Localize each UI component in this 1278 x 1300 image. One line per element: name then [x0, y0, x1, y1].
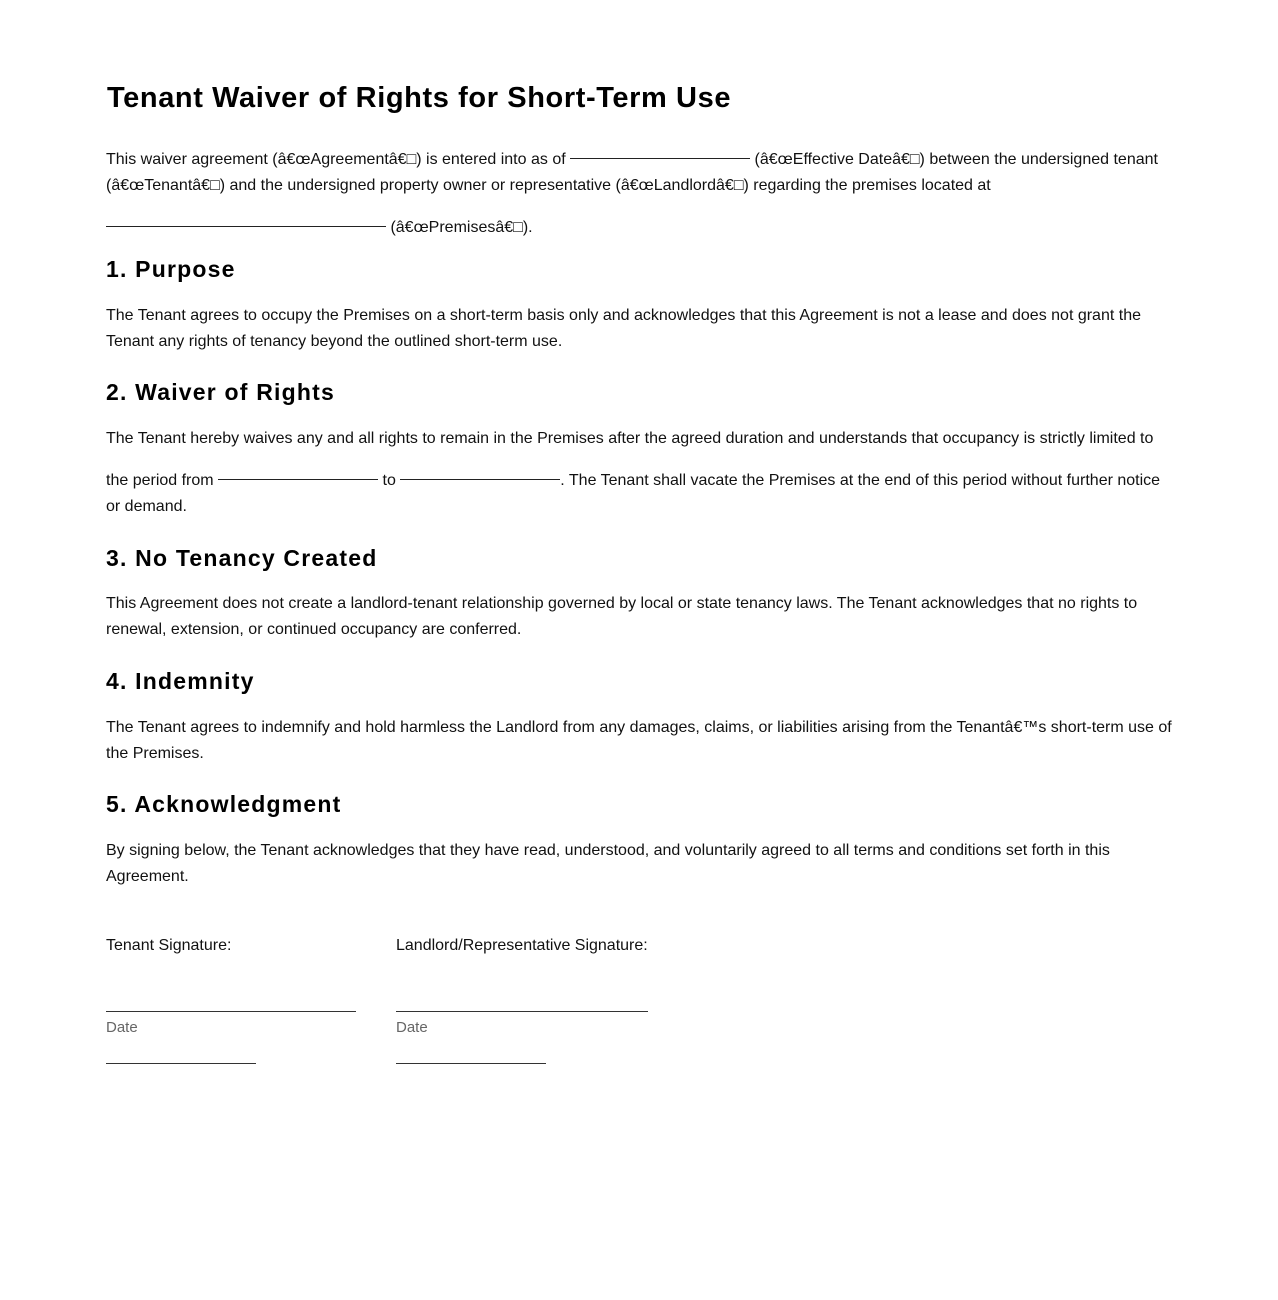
period-to-text: to — [378, 472, 401, 489]
period-start-blank[interactable] — [218, 479, 378, 480]
intro-text-1: This waiver agreement (â€œAgreementâ€□) is entered into as of — [106, 151, 571, 168]
effective-date-blank[interactable] — [570, 158, 750, 159]
section-body-waiver-1: The Tenant hereby waives any and all rights to remain in the Premises after the agreed duration and understands that occupancy is strictly limited to — [106, 430, 1154, 447]
section-heading-purpose: 1. Purpose — [106, 256, 236, 282]
section-body-indemnity: The Tenant agrees to indemnify and hold harmless the Landlord from any damages, claims, or liabilities arising from the Tenantâ€™s short-term use of the Premises. — [106, 719, 1172, 762]
intro-paragraph-cont — [106, 215, 1178, 241]
intro-paragraph — [106, 147, 1178, 199]
section-heading-no-tenancy: 3. No Tenancy Created — [106, 545, 378, 571]
section-heading-waiver: 2. Waiver of Rights — [106, 379, 335, 405]
tenant-signature-line[interactable] — [106, 1011, 356, 1012]
tenant-signature-label: Tenant Signature: — [106, 937, 232, 954]
period-end-blank[interactable] — [400, 479, 560, 480]
section-body-no-tenancy: This Agreement does not create a landlord-tenant relationship governed by local or state tenancy laws. The Tenant acknowledges that no rights to renewal, extension, or continued occupancy are conferred. — [106, 595, 1138, 638]
section-body-purpose: The Tenant agrees to occupy the Premises on a short-term basis only and acknowledges that this Agreement is not a lease and does not grant the Tenant any rights of tenancy beyond the outlined short-term use. — [106, 307, 1141, 350]
section-heading-acknowledgment: 5. Acknowledgment — [106, 791, 342, 817]
section-heading-indemnity: 4. Indemnity — [106, 668, 255, 694]
intro-text-3: (â€œPremisesâ€□). — [386, 219, 533, 236]
premises-address-blank[interactable] — [106, 226, 386, 227]
document-title: Tenant Waiver of Rights for Short-Term Use — [107, 82, 732, 114]
landlord-signature-line[interactable] — [396, 1011, 648, 1012]
landlord-date-label: Date — [396, 1019, 428, 1036]
landlord-date-line[interactable] — [396, 1063, 546, 1064]
intro-text-2: (â€œEffective Dateâ€□) between the undersigned tenant (â€œTenantâ€□) and the undersigned property owner or representative (â€œLandlordâ€□) regarding the premises located at — [106, 151, 1158, 194]
section-body-waiver-2 — [106, 468, 1178, 519]
landlord-signature-label: Landlord/Representative Signature: — [396, 937, 648, 954]
tenant-date-label: Date — [106, 1019, 138, 1036]
period-rest-text: . The Tenant shall vacate the Premises at the end of this period without further notice or demand. — [106, 472, 1161, 515]
section-body-acknowledgment: By signing below, the Tenant acknowledges that they have read, understood, and voluntarily agreed to all terms and conditions set forth in this Agreement. — [106, 842, 1110, 885]
tenant-date-line[interactable] — [106, 1063, 256, 1064]
period-from-text: the period from — [106, 472, 219, 489]
